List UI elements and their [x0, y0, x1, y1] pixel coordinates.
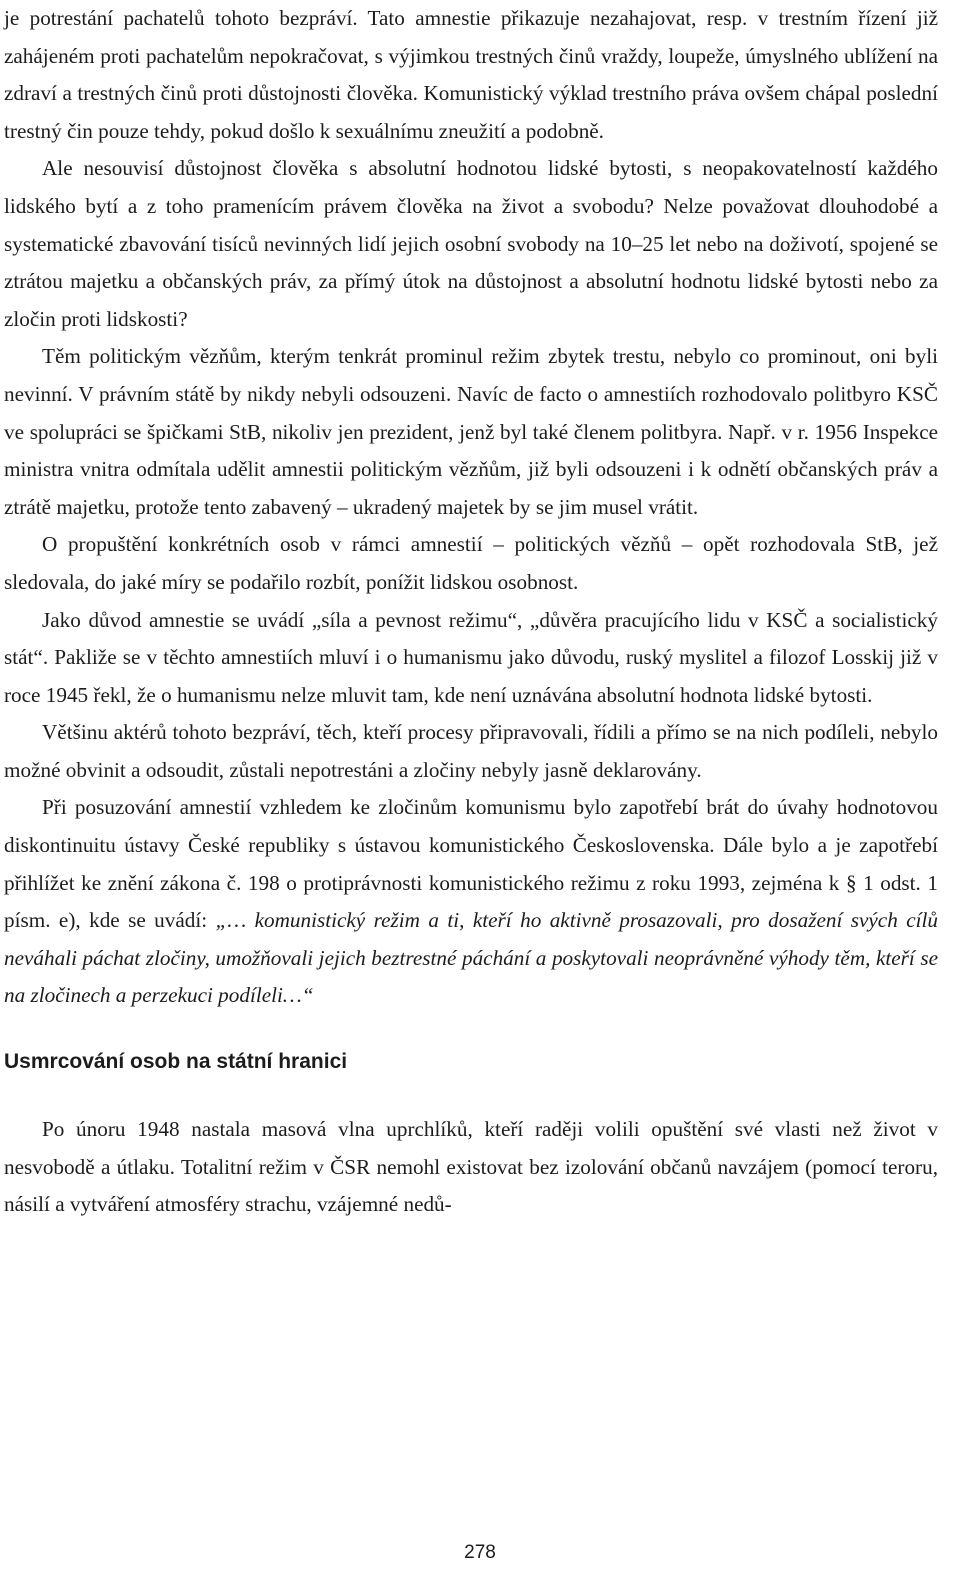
paragraph-dignity-question: Ale nesouvisí důstojnost člověka s absolutní hodnotou lidské bytosti, s neopakovatelností každého lidského bytí a z toho pramenícím právem člověka na život a svobodu? Nelze považovat dlouhodobé a systematické zbavování tisíců nevinných lidí jejich osobní svobody na 10–25 let nebo na doživotí, spojené se ztrátou majetku a občanských práv, za přímý útok na důstojnost a absolutní hodnotu lidské bytosti nebo za zločin proti lidskosti? — [4, 156, 938, 331]
paragraph-law-198 — [4, 789, 938, 1015]
paragraph-stb-release: O propuštění konkrétních osob v rámci amnestií – politických vězňů – opět rozhodovala StB, jež sledovala, do jaké míry se podařilo rozbít, ponížit lidskou osobnost. — [4, 532, 938, 594]
paragraph-refugees: Po únoru 1948 nastala masová vlna uprchlíků, kteří raději volili opuštění své vlasti než život v nesvobodě a útlaku. Totalitní režim v ČSR nemohl existovat bez izolování občanů navzájem (pomocí teroru, násilí a vytváření atmosféry strachu, vzájemné nedů- — [4, 1117, 938, 1217]
paragraph-amnesty-intro: je potrestání pachatelů tohoto bezpráví. Tato amnestie přikazuje nezahajovat, resp. v trestním řízení již zahájeném proti pachatelům nepokračovat, s výjimkou trestných činů vraždy, loupeže, úmyslného ublížení na zdraví a trestných činů proti důstojnosti člověka. Komunistický výklad trestního práva ovšem chápal poslední trestný čin pouze tehdy, pokud došlo k sexuálnímu zneužití a podobně. — [4, 6, 938, 143]
page-number: 278 — [464, 1542, 496, 1563]
paragraph-amnesty-reason: Jako důvod amnestie se uvádí „síla a pevnost režimu“, „důvěra pracujícího lidu v KSČ a socialistický stát“. Pakliže se v těchto amnestiích mluví i o humanismu jako důvodu, ruský myslitel a filozof Losskij již v roce 1945 řekl, že o humanismu nelze mluvit tam, kde není uznávána absolutní hodnota lidské bytosti. — [4, 607, 938, 707]
paragraph-unpunished-actors: Většinu aktérů tohoto bezpráví, těch, kteří procesy připravovali, řídili a přímo se na nich podíleli, nebylo možné obvinit a odsoudit, zůstali nepotrestáni a zločiny nebyly jasně deklarovány. — [4, 720, 938, 782]
law-198-quote: „… komunistický režim a ti, kteří ho aktivně prosazovali, pro dosažení svých cílů neváhali páchat zločiny, umožňovali jejich beztrestné páchání a poskytovali neoprávněné výhody těm, kteří se na zločinech a perzekuci podíleli…“ — [4, 908, 938, 1008]
section-heading: Usmrcování osob na státní hranici — [4, 1050, 348, 1074]
law-198-text: Při posuzování amnestií vzhledem ke zločinům komunismu bylo zapotřebí brát do úvahy hodnotovou diskontinuitu ústavy České republiky s ústavou komunistického Československa. Dále bylo a je zapotřebí přihlížet ke znění zákona č. 198 o protiprávnosti komunistického režimu z roku 1993, zejména k § 1 odst. 1 písm. e), kde se uvádí: — [4, 795, 938, 933]
page-body — [4, 0, 938, 1224]
paragraph-political-prisoners: Těm politickým vězňům, kterým tenkrát prominul režim zbytek trestu, nebylo co prominout, oni byli nevinní. V právním státě by nikdy nebyli odsouzeni. Navíc de facto o amnestiích rozhodovalo politbyro KSČ ve spolupráci se špičkami StB, nikoliv jen prezident, jenž byl také členem politbyra. Např. v r. 1956 Inspekce ministra vnitra odmítala udělit amnestii politickým vězňům, již byli odsouzeni i k odnětí občanských práv a ztrátě majetku, protože tento zabavený – ukradený majetek by se jim musel vrátit. — [4, 344, 938, 519]
